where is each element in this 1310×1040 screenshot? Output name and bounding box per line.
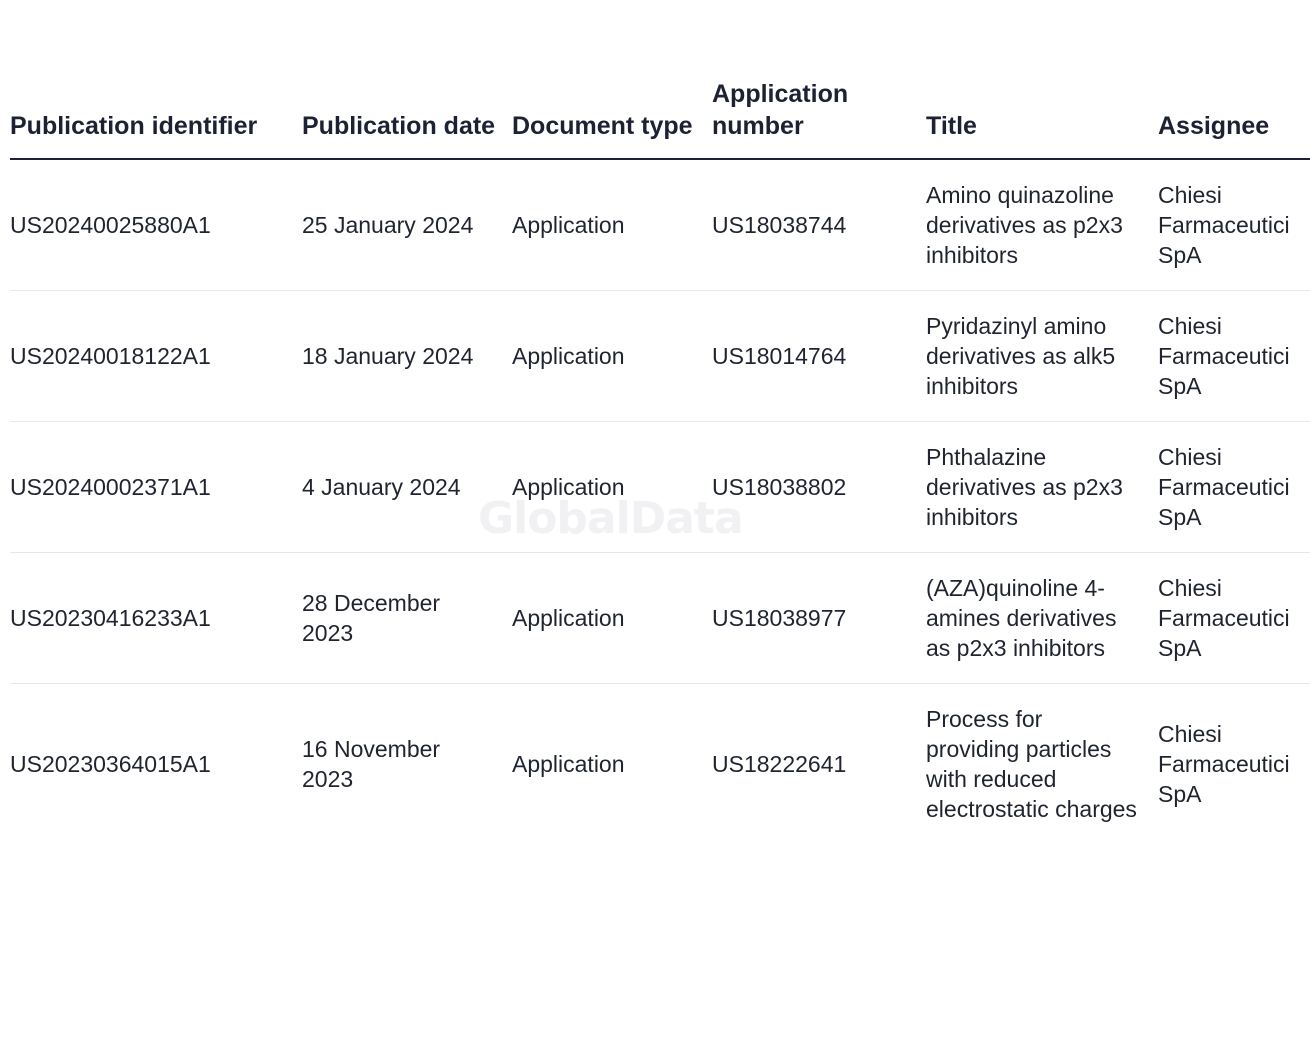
header-publication-identifier: Publication identifier — [10, 78, 302, 159]
cell-assignee: Chiesi Farmaceutici SpA — [1158, 553, 1310, 684]
cell-application-number: US18038802 — [712, 422, 926, 553]
cell-document-type: Application — [512, 422, 712, 553]
cell-assignee: Chiesi Farmaceutici SpA — [1158, 291, 1310, 422]
table-row — [10, 291, 1310, 422]
cell-title: Amino quinazoline derivatives as p2x3 inhibitors — [926, 159, 1158, 291]
cell-title: (AZA)quinoline 4-amines derivatives as p2x3 inhibitors — [926, 553, 1158, 684]
header-application-number: Application number — [712, 78, 926, 159]
table-row — [10, 684, 1310, 845]
cell-assignee: Chiesi Farmaceutici SpA — [1158, 721, 1290, 807]
cell-publication-date: 4 January 2024 — [302, 422, 512, 553]
cell-publication-date: 25 January 2024 — [302, 159, 512, 291]
cell-title: Phthalazine derivatives as p2x3 inhibitors — [926, 422, 1158, 553]
cell-title: Process for providing particles with reduced electrostatic charges — [926, 706, 1137, 822]
table-row — [10, 422, 1310, 553]
table-header-row — [10, 78, 1310, 159]
patents-table — [10, 78, 1310, 844]
header-title: Title — [926, 78, 1158, 159]
cell-document-type: Application — [512, 159, 712, 291]
patents-table-container — [10, 0, 1290, 1040]
watermark-logo: GlobalData — [478, 493, 743, 544]
cell-document-type: Application — [512, 751, 625, 777]
cell-application-number: US18038744 — [712, 159, 926, 291]
cell-application-number: US18222641 — [712, 751, 847, 777]
cell-document-type: Application — [512, 553, 712, 684]
cell-document-type: Application — [512, 291, 712, 422]
cell-publication-identifier: US20230364015A1 — [10, 751, 211, 777]
cell-publication-identifier: US20240002371A1 — [10, 422, 302, 553]
cell-application-number: US18014764 — [712, 291, 926, 422]
cell-publication-date: 18 January 2024 — [302, 291, 512, 422]
cell-publication-date: 28 December 2023 — [302, 553, 512, 684]
cell-application-number: US18038977 — [712, 553, 926, 684]
header-publication-date: Publication date — [302, 78, 512, 159]
header-document-type: Document type — [512, 78, 712, 159]
table-row — [10, 553, 1310, 684]
cell-publication-identifier: US20240018122A1 — [10, 291, 302, 422]
cell-publication-identifier: US20230416233A1 — [10, 553, 302, 684]
cell-assignee: Chiesi Farmaceutici SpA — [1158, 422, 1310, 553]
cell-title: Pyridazinyl amino derivatives as alk5 inhibitors — [926, 291, 1158, 422]
cell-publication-identifier: US20240025880A1 — [10, 159, 302, 291]
table-row — [10, 159, 1310, 291]
cell-assignee: Chiesi Farmaceutici SpA — [1158, 159, 1310, 291]
header-assignee: Assignee — [1158, 78, 1310, 159]
cell-publication-date: 16 November 2023 — [302, 736, 441, 792]
